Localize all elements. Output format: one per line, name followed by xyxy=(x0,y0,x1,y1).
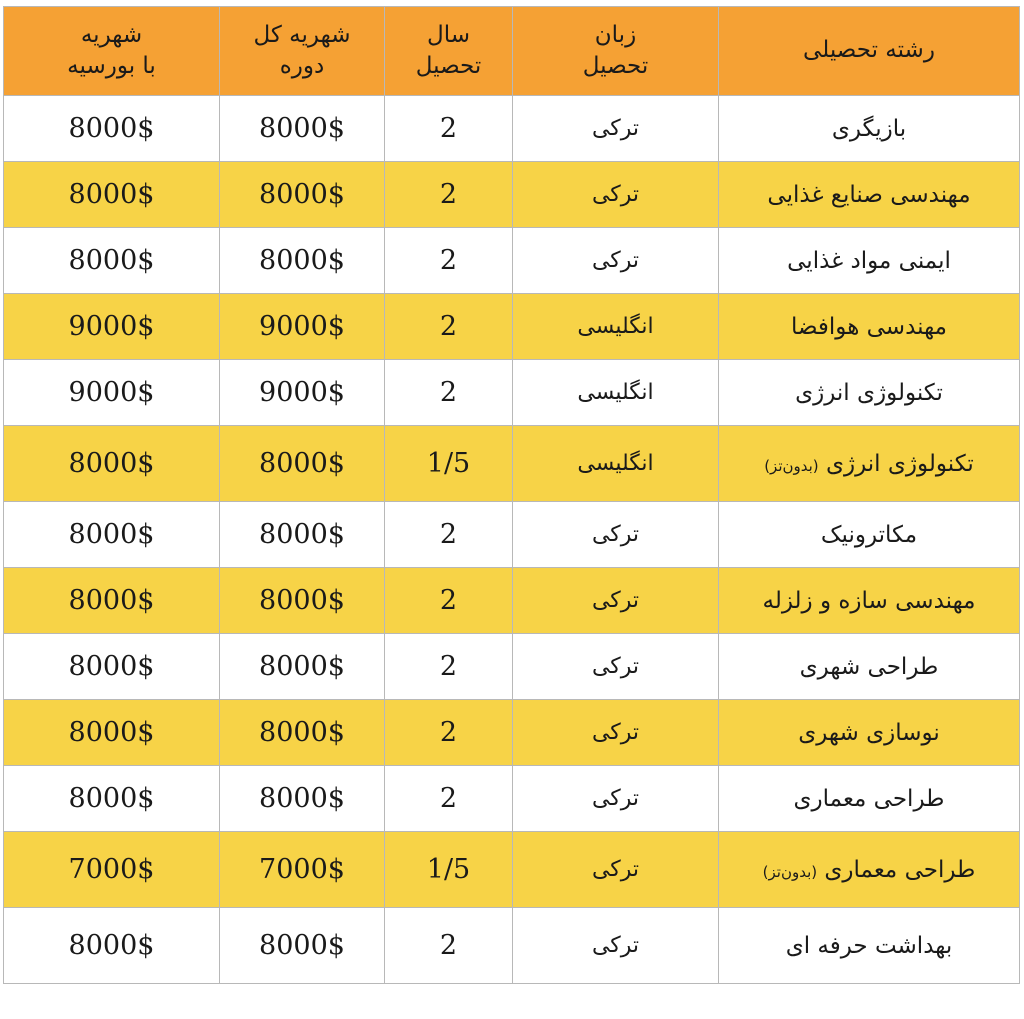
program-cell xyxy=(719,832,1020,908)
table-row xyxy=(4,426,1020,502)
years-cell: 2 xyxy=(385,96,513,162)
header-total-fee-line2: دوره xyxy=(279,53,325,79)
total-fee-cell: 9000$ xyxy=(220,294,385,360)
total-fee-cell: 8000$ xyxy=(220,908,385,984)
header-years xyxy=(385,7,513,96)
header-language-line1: زبان xyxy=(594,21,637,48)
header-language-line2: تحصیل xyxy=(582,53,649,79)
program-cell xyxy=(719,426,1020,502)
table-row xyxy=(4,360,1020,426)
header-row xyxy=(4,7,1020,96)
scholarship-fee-cell: 8000$ xyxy=(4,162,220,228)
program-name: مهندسی صنایع غذایی xyxy=(767,181,971,208)
years-cell: 2 xyxy=(385,360,513,426)
total-fee-cell: 9000$ xyxy=(220,360,385,426)
program-cell xyxy=(719,568,1020,634)
total-fee-cell: 8000$ xyxy=(220,766,385,832)
years-cell: 2 xyxy=(385,162,513,228)
scholarship-fee-cell: 8000$ xyxy=(4,568,220,634)
program-note: (بدون‌تز) xyxy=(762,862,818,881)
scholarship-fee-cell: 8000$ xyxy=(4,634,220,700)
language-cell: ترکی xyxy=(513,228,719,294)
header-total-fee-line1: شهریه کل xyxy=(253,21,351,48)
table-row xyxy=(4,700,1020,766)
table-row xyxy=(4,502,1020,568)
program-name: بازیگری xyxy=(831,115,907,142)
table-row xyxy=(4,96,1020,162)
total-fee-cell: 8000$ xyxy=(220,634,385,700)
header-total-fee xyxy=(220,7,385,96)
table-row xyxy=(4,228,1020,294)
language-cell: ترکی xyxy=(513,162,719,228)
program-name: طراحی شهری xyxy=(799,653,939,680)
years-cell: 2 xyxy=(385,568,513,634)
program-cell xyxy=(719,700,1020,766)
years-cell: 2 xyxy=(385,908,513,984)
total-fee-cell: 8000$ xyxy=(220,426,385,502)
header-years-line1: سال xyxy=(427,21,470,48)
program-name: تکنولوژی انرژی xyxy=(795,379,943,406)
total-fee-cell: 7000$ xyxy=(220,832,385,908)
scholarship-fee-cell: 8000$ xyxy=(4,96,220,162)
scholarship-fee-cell: 8000$ xyxy=(4,426,220,502)
scholarship-fee-cell: 9000$ xyxy=(4,360,220,426)
program-cell xyxy=(719,294,1020,360)
years-cell: 1/5 xyxy=(385,832,513,908)
language-cell: ترکی xyxy=(513,908,719,984)
program-name: نوسازی شهری xyxy=(798,719,940,746)
scholarship-fee-cell: 8000$ xyxy=(4,502,220,568)
language-cell: انگلیسی xyxy=(513,426,719,502)
language-cell: انگلیسی xyxy=(513,360,719,426)
scholarship-fee-cell: 8000$ xyxy=(4,228,220,294)
years-cell: 2 xyxy=(385,700,513,766)
total-fee-cell: 8000$ xyxy=(220,96,385,162)
language-cell: ترکی xyxy=(513,832,719,908)
total-fee-cell: 8000$ xyxy=(220,700,385,766)
table-row xyxy=(4,766,1020,832)
header-language xyxy=(513,7,719,96)
years-cell: 2 xyxy=(385,228,513,294)
header-program xyxy=(719,7,1020,96)
program-cell xyxy=(719,766,1020,832)
years-cell: 2 xyxy=(385,634,513,700)
program-cell xyxy=(719,908,1020,984)
total-fee-cell: 8000$ xyxy=(220,568,385,634)
program-name: طراحی معماری xyxy=(824,856,976,883)
tuition-table xyxy=(3,6,1020,984)
scholarship-fee-cell: 7000$ xyxy=(4,832,220,908)
years-cell: 2 xyxy=(385,294,513,360)
program-cell xyxy=(719,96,1020,162)
table-row xyxy=(4,162,1020,228)
language-cell: ترکی xyxy=(513,568,719,634)
table-row xyxy=(4,908,1020,984)
header-program-label: رشته تحصیلی xyxy=(803,37,935,64)
program-cell xyxy=(719,228,1020,294)
header-scholarship-fee-line1: شهریه xyxy=(80,21,143,48)
program-cell xyxy=(719,162,1020,228)
program-note: (بدون‌تز) xyxy=(764,456,819,475)
header-scholarship-fee-line2: با بورسیه xyxy=(67,53,156,79)
language-cell: ترکی xyxy=(513,502,719,568)
total-fee-cell: 8000$ xyxy=(220,162,385,228)
program-name: تکنولوژی انرژی xyxy=(825,450,974,477)
header-scholarship-fee xyxy=(4,7,220,96)
program-name: مهندسی هوافضا xyxy=(790,313,948,340)
scholarship-fee-cell: 9000$ xyxy=(4,294,220,360)
language-cell: ترکی xyxy=(513,700,719,766)
table-row xyxy=(4,634,1020,700)
language-cell: ترکی xyxy=(513,766,719,832)
table-row xyxy=(4,832,1020,908)
scholarship-fee-cell: 8000$ xyxy=(4,700,220,766)
table-row xyxy=(4,568,1020,634)
program-name: بهداشت حرفه ای xyxy=(785,932,953,959)
program-name: طراحی معماری xyxy=(793,785,945,812)
program-cell xyxy=(719,502,1020,568)
program-name: مهندسی سازه و زلزله xyxy=(762,587,976,614)
years-cell: 1/5 xyxy=(385,426,513,502)
program-cell xyxy=(719,634,1020,700)
language-cell: انگلیسی xyxy=(513,294,719,360)
language-cell: ترکی xyxy=(513,96,719,162)
table-row xyxy=(4,294,1020,360)
total-fee-cell: 8000$ xyxy=(220,228,385,294)
scholarship-fee-cell: 8000$ xyxy=(4,908,220,984)
program-cell xyxy=(719,360,1020,426)
scholarship-fee-cell: 8000$ xyxy=(4,766,220,832)
header-years-line2: تحصیل xyxy=(415,53,482,79)
program-name: مکاترونیک xyxy=(820,521,918,548)
years-cell: 2 xyxy=(385,502,513,568)
language-cell: ترکی xyxy=(513,634,719,700)
total-fee-cell: 8000$ xyxy=(220,502,385,568)
years-cell: 2 xyxy=(385,766,513,832)
program-name: ایمنی مواد غذایی xyxy=(787,247,951,274)
